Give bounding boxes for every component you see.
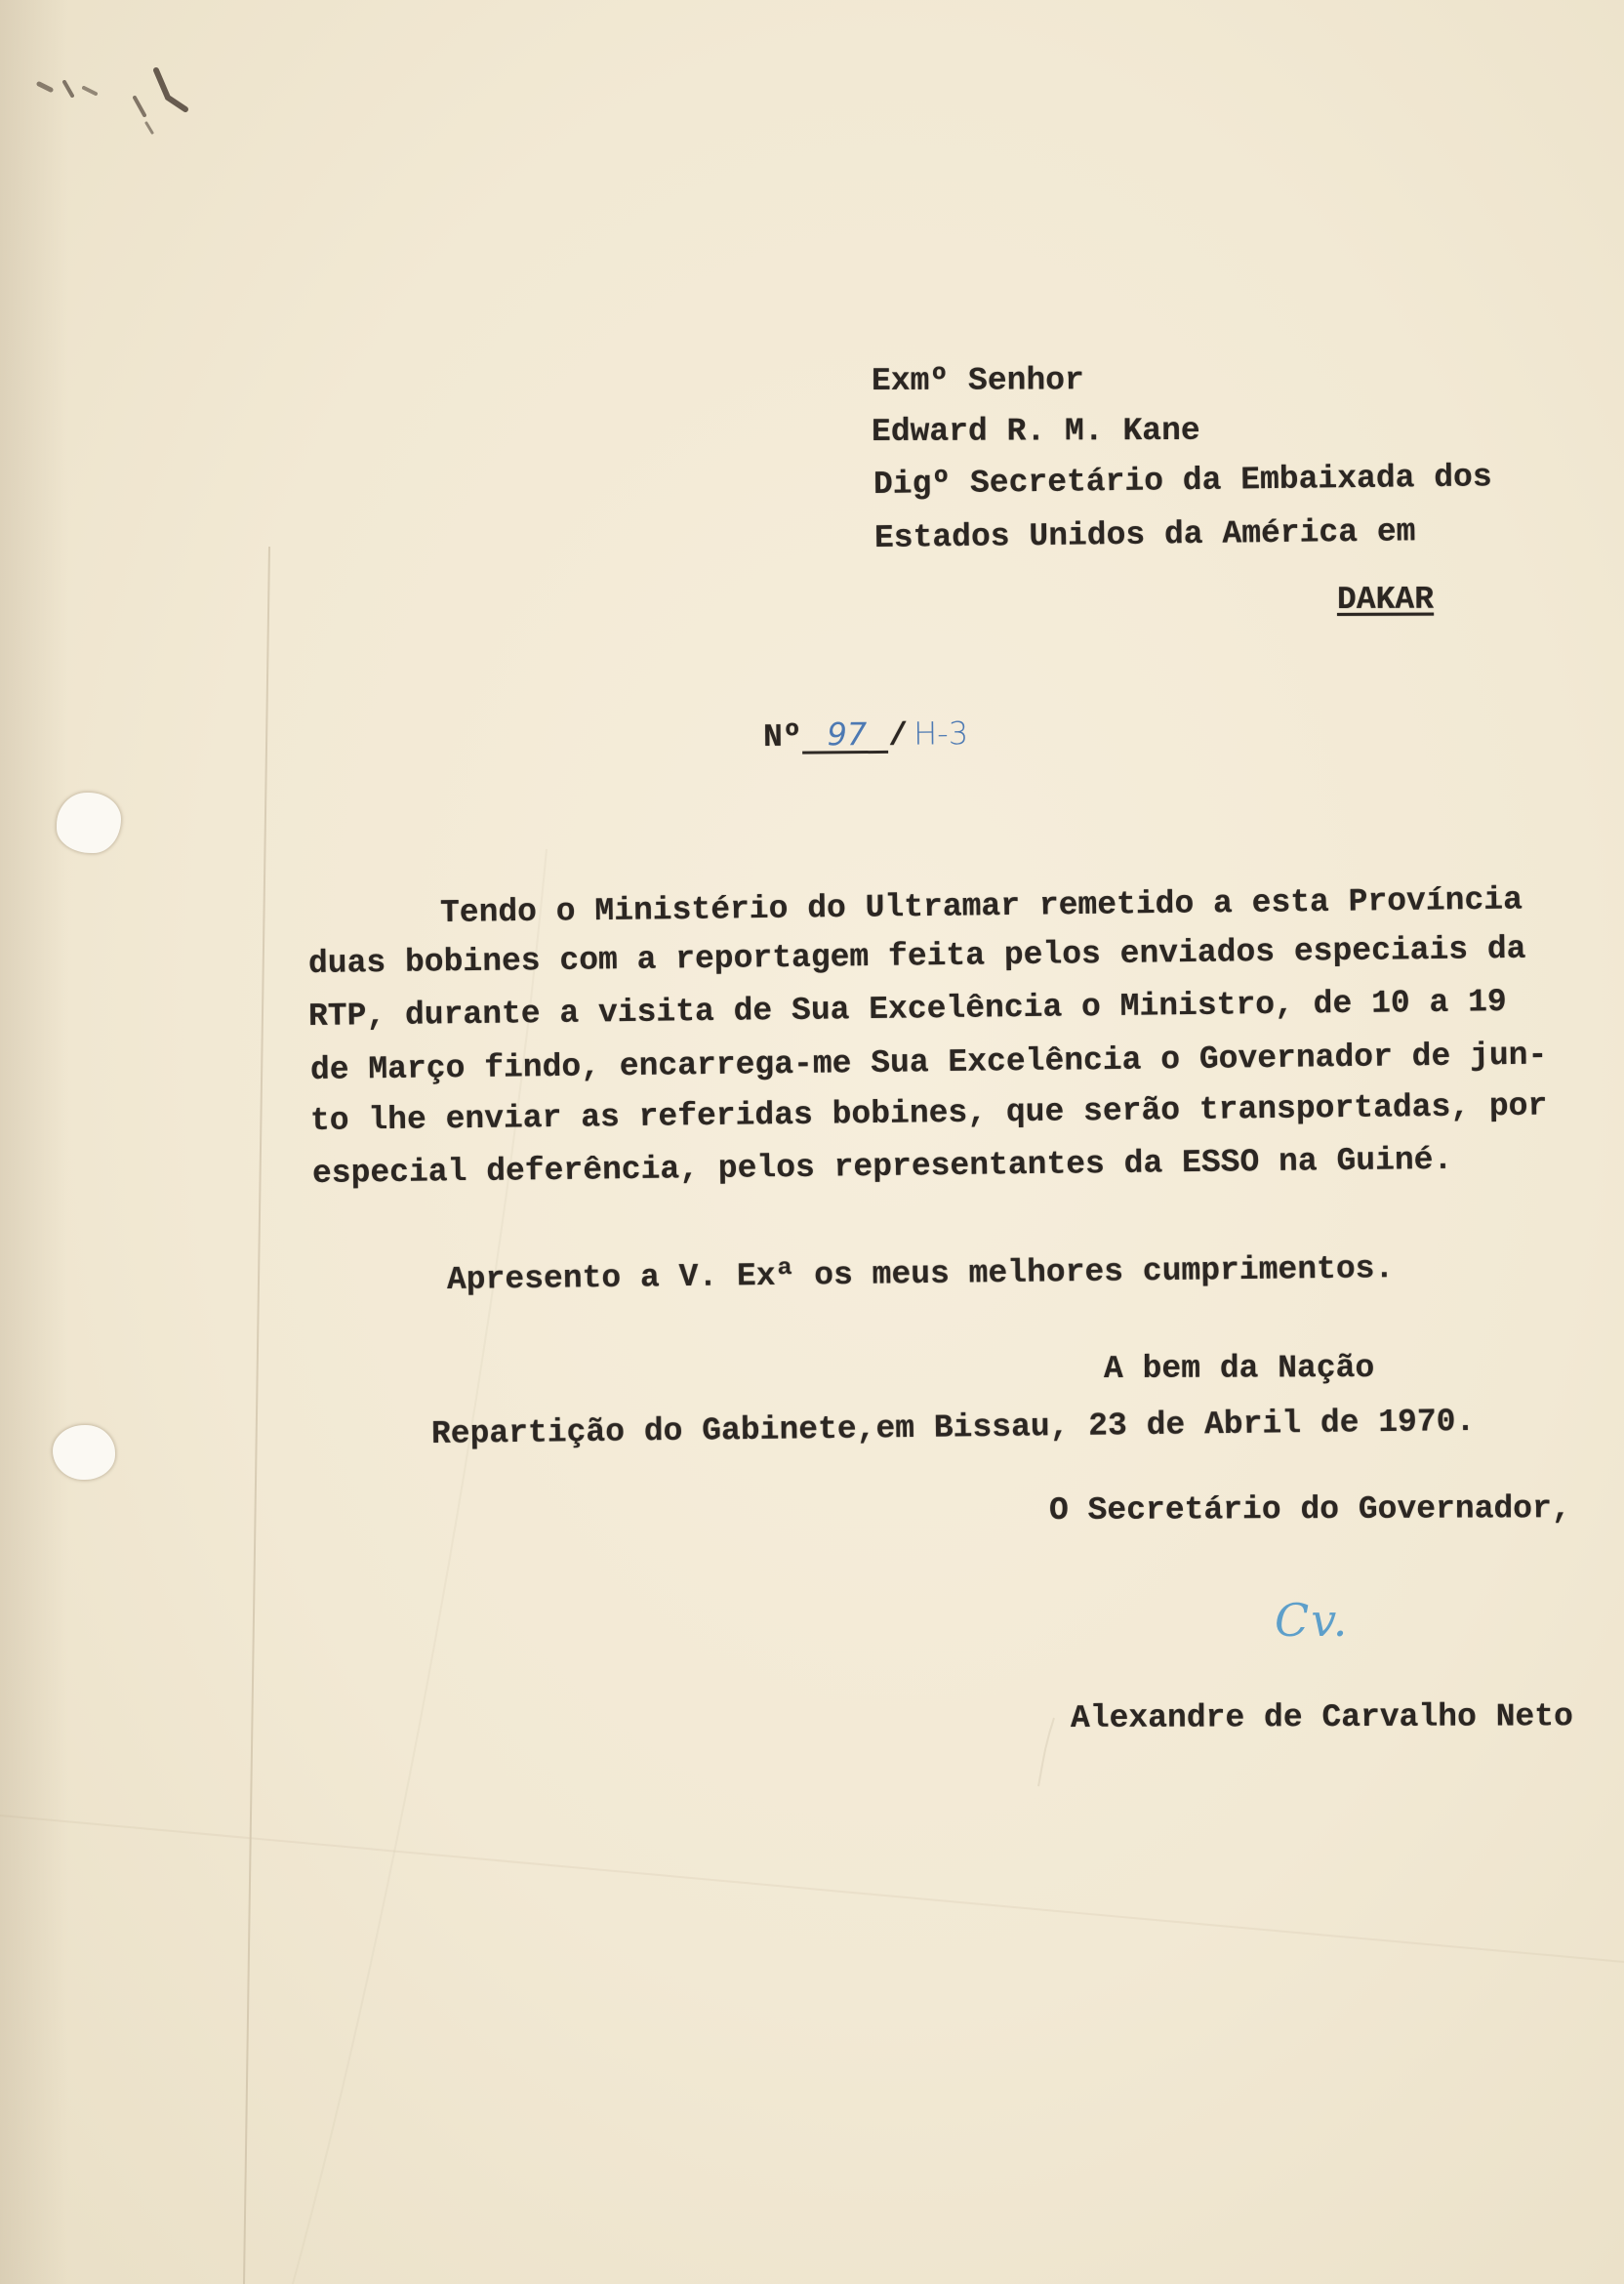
recipient-city: DAKAR: [1336, 581, 1435, 618]
reference-number: [763, 714, 968, 759]
recipient-title-line1: Digº Secretário da Embaixada dos: [873, 459, 1492, 503]
top-left-ink-marks: [39, 70, 185, 133]
reference-label: Nº: [762, 718, 802, 755]
closing-place-date: Repartição do Gabinete,em Bissau, 23 de Abril de 1970.: [430, 1403, 1476, 1452]
reference-number-handwritten: 97: [801, 717, 888, 755]
signer-title: O Secretário do Governador,: [1048, 1490, 1571, 1529]
signer-name: Alexandre de Carvalho Neto: [1070, 1698, 1573, 1736]
recipient-name: Edward R. M. Kane: [871, 412, 1200, 450]
recipient-title-line2: Estados Unidos da América em: [873, 513, 1416, 556]
closing-greeting: Apresento a V. Exª os meus melhores cumprimentos.: [446, 1250, 1395, 1298]
closing-motto: A bem da Nação: [1103, 1350, 1375, 1387]
body-line: RTP, durante a visita de Sua Excelência o Ministro, de 10 a 19: [307, 984, 1507, 1035]
body-line: especial deferência, pelos representantes da ESSO na Guiné.: [311, 1141, 1453, 1192]
punch-hole-lower: [53, 1425, 115, 1480]
punch-hole-upper: [57, 793, 121, 853]
body-line: Tendo o Ministério do Ultramar remetido a esta Província: [439, 881, 1523, 931]
handwritten-signature: Cv.: [1275, 1594, 1350, 1647]
body-line: de Março findo, encarrega-me Sua Excelência o Governador de jun-: [309, 1037, 1548, 1088]
body-line: to lhe enviar as referidas bobines, que serão transportadas, por: [309, 1087, 1548, 1139]
body-line: duas bobines com a reportagem feita pelos enviados especiais da: [307, 930, 1526, 982]
recipient-salutation: Exmº Senhor: [871, 362, 1084, 399]
reference-suffix-handwritten: H-3: [913, 714, 969, 753]
reference-separator: /: [888, 717, 909, 755]
